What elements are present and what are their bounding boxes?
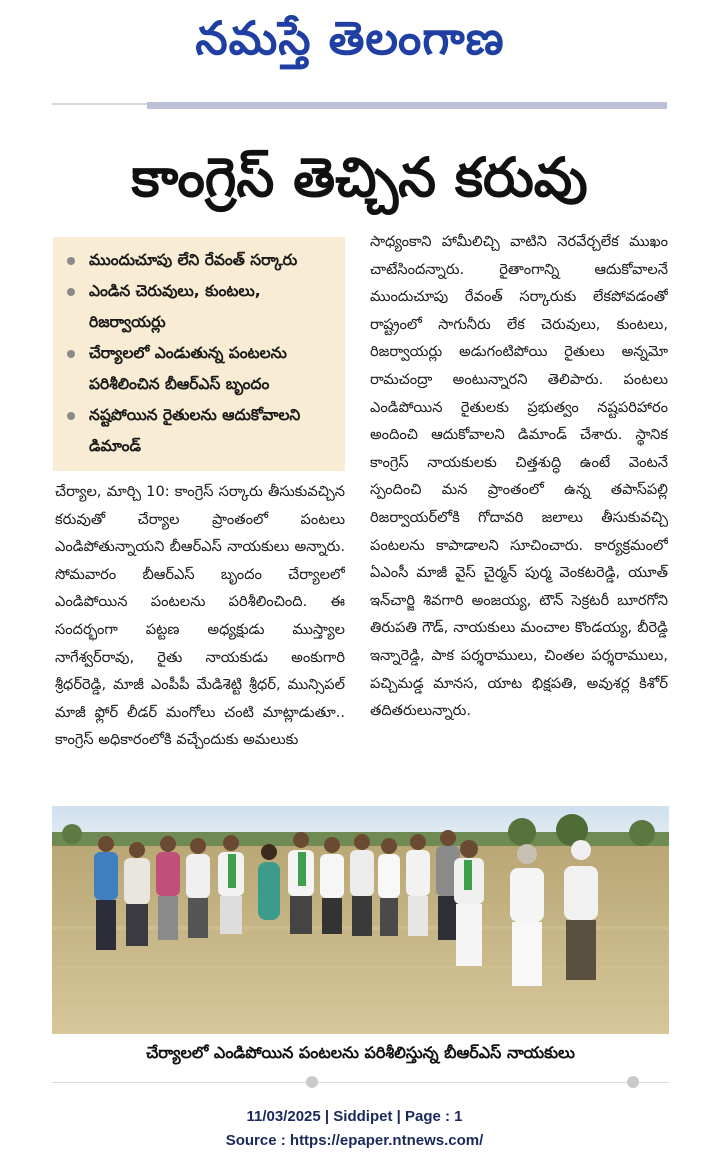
highlight-text: చేర్యాలలో ఎండుతున్న పంటలను పరిశీలించిన బీఆర్ఎస్ బృందం xyxy=(89,344,287,393)
bullet-icon xyxy=(67,257,75,265)
page-slider-handle-right[interactable] xyxy=(627,1076,639,1088)
highlight-item xyxy=(65,338,339,400)
photo-caption: చేర్యాలలో ఎండిపోయిన పంటలను పరిశీలిస్తున్న బీఆర్ఎస్ నాయకులు xyxy=(146,1043,575,1062)
highlight-item xyxy=(65,276,339,338)
bullet-icon xyxy=(67,350,75,358)
highlight-item xyxy=(65,400,339,462)
masthead-rule-light xyxy=(52,103,147,105)
page-slider-track[interactable] xyxy=(52,1082,669,1083)
article-body-left-column: చేర్యాల, మార్చి 10: కాంగ్రెస్ సర్కారు తీసుకువచ్చిన కరువుతో చేర్యాల ప్రాంతంలో పంటలు ఎండిపోతున్నాయని బీఆర్ఎస్ నాయకులు అన్నారు. సోమవారం బీఆర్ఎస్ బృందం చేర్యాలలో ఎండిపోయిన పంటలను పరిశీలించింది. ఈ సందర్భంగా పట్టణ అధ్యక్షుడు ముస్త్యాల నాగేశ్వర్‌రావు, రైతు నాయకుడు అంకుగారి శ్రీధర్‌రెడ్డి, మాజీ ఎంపీపీ మేడిశెట్టి శ్రీధర్, మున్సిపల్ మాజీ ఫ్లోర్ లీడర్ మంగోలు చంటి మాట్లాడుతూ.. కాంగ్రెస్ అధికారంలోకి వచ్చేందుకు అమలుకు xyxy=(55,483,345,749)
bullet-icon xyxy=(67,288,75,296)
highlights-box xyxy=(53,237,345,471)
field-inspection-photo xyxy=(52,806,669,1034)
highlights-list xyxy=(65,245,339,462)
masthead-rule-dark xyxy=(147,102,667,109)
highlight-text: ముందుచూపు లేని రేవంత్ సర్కారు xyxy=(89,251,298,269)
news-photo xyxy=(52,806,669,1034)
highlight-text: నష్టపోయిన రైతులను ఆదుకోవాలని డిమాండ్ xyxy=(89,406,301,455)
article-body-right-column: సాధ్యంకాని హామీలిచ్చి వాటిని నెరవేర్చలేక ముఖం చాటేసిందన్నారు. రైతాంగాన్ని ఆదుకోవాలనే ముందుచూపు రేవంత్ సర్కారుకు లేకపోవడంతో రాష్ట్రంలో సాగునీరు లేక చెరువులు, కుంటలు, రిజర్వాయర్లు అడుగంటిపోయి రైతులు అన్నమో రామచంద్రా అంటున్నారని తెలిపారు. పంటలు ఎండిపోయిన రైతులకు ప్రభుత్వం నష్టపరిహారం అందించి ఆదుకోవాలని డిమాండ్ చేశారు. స్థానిక కాంగ్రెస్ నాయకులకు చిత్తశుద్ధి ఉంటే వెంటనే స్పందించి మన ప్రాంతంలో ఉన్న తపాస్‌పల్లి రిజర్వాయర్‌లోకి గోదావరి జలాలు తీసుకువచ్చి పంటలను కాపాడాలని సూచించారు. కార్యక్రమంలో ఏఎంసీ మాజీ వైస్ చైర్మన్ పుర్మ వెంకటరెడ్డి, యూత్ ఇన్‌చార్జి శివగారి అంజయ్య, టౌన్ సెక్రటరీ బూరగోని తిరుపతి గౌడ్, నాయకులు మంచాల కొండయ్య, బీరెడ్డి ఇన్నారెడ్డి, పాక పర్శరాములు, చింతల పర్శరాములు, పచ్చిమడ్డ మానస, యాట భిక్షపతి, అవుశర్ల కిశోర్ తదితరులున్నారు. xyxy=(370,233,668,720)
source-link[interactable]: Source : https://epaper.ntnews.com/ xyxy=(225,1132,484,1149)
highlight-text: ఎండిన చెరువులు, కుంటలు, రిజర్వాయర్లు xyxy=(89,282,261,331)
bullet-icon xyxy=(67,412,75,420)
masthead-logo: నమస్తే తెలంగాణ xyxy=(195,11,505,65)
page-slider-handle-left[interactable] xyxy=(306,1076,318,1088)
edition-date-page: 11/03/2025 | Siddipet | Page : 1 xyxy=(246,1108,463,1125)
highlight-item xyxy=(65,245,339,276)
article-headline: కాంగ్రెస్ తెచ్చిన కరువు xyxy=(131,146,588,209)
